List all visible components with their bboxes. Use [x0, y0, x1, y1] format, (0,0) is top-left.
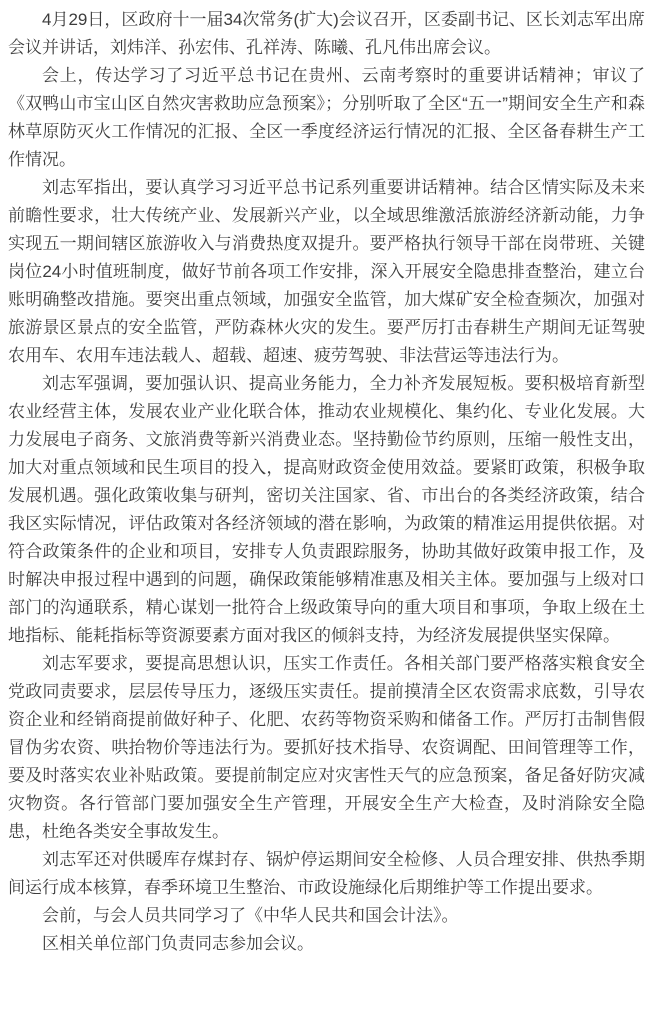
paragraph-attendees: 区相关单位部门负责同志参加会议。	[42, 934, 314, 953]
paragraph-liuzhijun-demanded: 刘志军要求，要提高思想认识，压实工作责任。各相关部门要严格落实粮食安全党政同责要求，层层传导压力，逐级压实责任。提前摸清全区农资需求底数，引导农资企业和经销商提前做好种子、化肥、农药等物资采购和储备工作。严厉打击制售假冒伪劣农资、哄抬物价等违法行为。要抓好技术指导、农资调配、田间管理等工作，要及时落实农业补贴政策。要提前制定应对灾害性天气的应急预案，备足备好防灾减灾物资。各行管部门要加强安全生产管理，开展安全生产大检查，及时消除安全隐患，杜绝各类安全事故发生。	[8, 654, 645, 841]
paragraph-liuzhijun-pointed-out: 刘志军指出，要认真学习习近平总书记系列重要讲话精神。结合区情实际及未来前瞻性要求，壮大传统产业、发展新兴产业，以全域思维激活旅游经济新动能，力争实现五一期间辖区旅游收入与消费热度双提升。要严格执行领导干部在岗带班、关键岗位24小时值班制度，做好节前各项工作安排，深入开展安全隐患排查整治，建立台账明确整改措施。要突出重点领域，加强安全监管，加大煤矿安全检查频次，加强对旅游景区景点的安全监管，严防森林火灾的发生。要严厉打击春耕生产期间无证驾驶农用车、农用车违法载人、超载、超速、疲劳驾驶、非法营运等违法行为。	[8, 178, 645, 365]
paragraph-meeting-agenda: 会上，传达学习了习近平总书记在贵州、云南考察时的重要讲话精神；审议了《双鸭山市宝山区自然灾害救助应急预案》；分别听取了全区“五一”期间安全生产和森林草原防灭火工作情况的汇报、全区一季度经济运行情况的汇报、全区备春耕生产工作情况。	[8, 66, 645, 169]
paragraph-pre-meeting-study: 会前，与会人员共同学习了《中华人民共和国会计法》。	[42, 906, 459, 925]
paragraph-meeting-opening: 4月29日，区政府十一届34次常务(扩大)会议召开，区委副书记、区长刘志军出席会议并讲话，刘炜洋、孙宏伟、孔祥涛、陈曦、孔凡伟出席会议。	[8, 10, 645, 57]
article-body	[8, 6, 645, 958]
paragraph-liuzhijun-emphasized: 刘志军强调，要加强认识、提高业务能力，全力补齐发展短板。要积极培育新型农业经营主体，发展农业产业化联合体，推动农业规模化、集约化、专业化发展。大力发展电子商务、文旅消费等新兴消费业态。坚持勤俭节约原则，压缩一般性支出，加大对重点领域和民生项目的投入，提高财政资金使用效益。要紧盯政策，积极争取发展机遇。强化政策收集与研判，密切关注国家、省、市出台的各类经济政策，结合我区实际情况，评估政策对各经济领域的潜在影响，为政策的精准运用提供依据。对符合政策条件的企业和项目，安排专人负责跟踪服务，协助其做好政策申报工作，及时解决申报过程中遇到的问题，确保政策能够精准惠及相关主体。要加强与上级对口部门的沟通联系，精心谋划一批符合上级政策导向的重大项目和事项，争取上级在土地指标、能耗指标等资源要素方面对我区的倾斜支持，为经济发展提供坚实保障。	[8, 374, 645, 645]
paragraph-liuzhijun-additional-requirements: 刘志军还对供暖库存煤封存、锅炉停运期间安全检修、人员合理安排、供热季期间运行成本核算，春季环境卫生整治、市政设施绿化后期维护等工作提出要求。	[8, 850, 645, 897]
